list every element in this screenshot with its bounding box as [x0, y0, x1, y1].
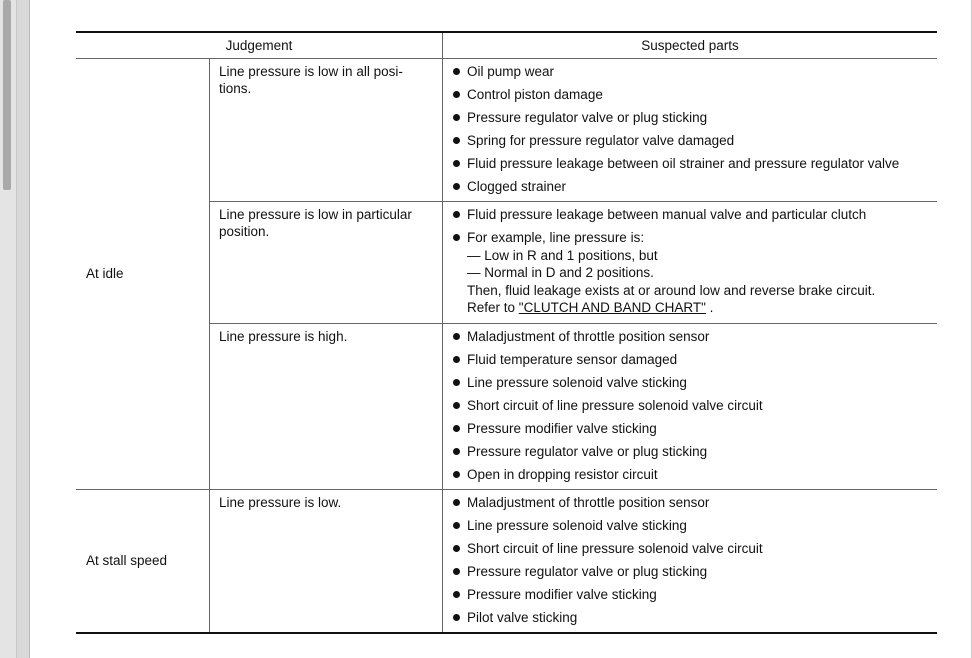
group-label-stall: At stall speed — [76, 489, 210, 633]
document-page — [29, 0, 972, 658]
list-item: Pressure regulator valve or plug sticking — [452, 563, 931, 580]
parts-list — [452, 206, 931, 317]
example-intro: For example, line pressure is: — [467, 230, 645, 245]
left-scrollbar[interactable] — [0, 0, 17, 658]
parts-cell — [443, 59, 938, 202]
condition-cell: Line pressure is low. — [210, 489, 443, 633]
scroll-thumb[interactable] — [3, 0, 11, 190]
list-item: Pressure modifier valve sticking — [452, 420, 931, 437]
list-item: Line pressure solenoid valve sticking — [452, 517, 931, 534]
header-row — [76, 32, 937, 59]
example-line: — Low in R and 1 positions, but — [467, 247, 658, 263]
example-line: — Normal in D and 2 positions. — [467, 265, 654, 280]
list-item: Maladjustment of throttle position sensor — [452, 328, 931, 345]
list-item: Oil pump wear — [452, 63, 931, 80]
list-item: Line pressure solenoid valve sticking — [452, 374, 931, 391]
parts-cell — [443, 323, 938, 489]
list-item: Fluid pressure leakage between oil strainer and pressure regulator valve — [452, 155, 931, 172]
list-item: Open in dropping resistor circuit — [452, 466, 931, 483]
list-item: Spring for pressure regulator valve damaged — [452, 132, 931, 149]
header-suspected-parts: Suspected parts — [443, 32, 938, 59]
parts-list — [452, 63, 931, 195]
list-item: Pressure modifier valve sticking — [452, 586, 931, 603]
diagnosis-table — [76, 31, 937, 634]
list-item: Pressure regulator valve or plug sticking — [452, 443, 931, 460]
list-item: Clogged strainer — [452, 178, 931, 195]
refer-line — [467, 299, 931, 317]
refer-prefix: Refer to — [467, 300, 519, 315]
table-row — [76, 59, 937, 202]
list-item: Short circuit of line pressure solenoid valve circuit — [452, 540, 931, 557]
list-item: Fluid pressure leakage between manual valve and particular clutch — [452, 206, 931, 223]
list-item-example — [452, 229, 931, 317]
condition-cell: Line pressure is low in all posi- tions. — [210, 59, 443, 202]
table-row — [76, 489, 937, 633]
list-item: Short circuit of line pressure solenoid valve circuit — [452, 397, 931, 414]
condition-cell: Line pressure is low in particular position. — [210, 202, 443, 324]
list-item: Pilot valve sticking — [452, 609, 931, 626]
refer-suffix: . — [705, 300, 714, 315]
list-item: Fluid temperature sensor damaged — [452, 351, 931, 368]
header-judgement: Judgement — [76, 32, 443, 59]
clutch-band-chart-link[interactable]: "CLUTCH AND BAND CHART" — [518, 300, 706, 315]
parts-cell — [443, 202, 938, 324]
group-label-idle: At idle — [76, 59, 210, 490]
example-line: Then, fluid leakage exists at or around low and reverse brake circuit. — [467, 282, 876, 298]
parts-list — [452, 328, 931, 483]
list-item: Pressure regulator valve or plug sticking — [452, 109, 931, 126]
parts-cell — [443, 489, 938, 633]
condition-cell: Line pressure is high. — [210, 323, 443, 489]
list-item: Maladjustment of throttle position sensor — [452, 494, 931, 511]
parts-list — [452, 494, 931, 626]
list-item: Control piston damage — [452, 86, 931, 103]
